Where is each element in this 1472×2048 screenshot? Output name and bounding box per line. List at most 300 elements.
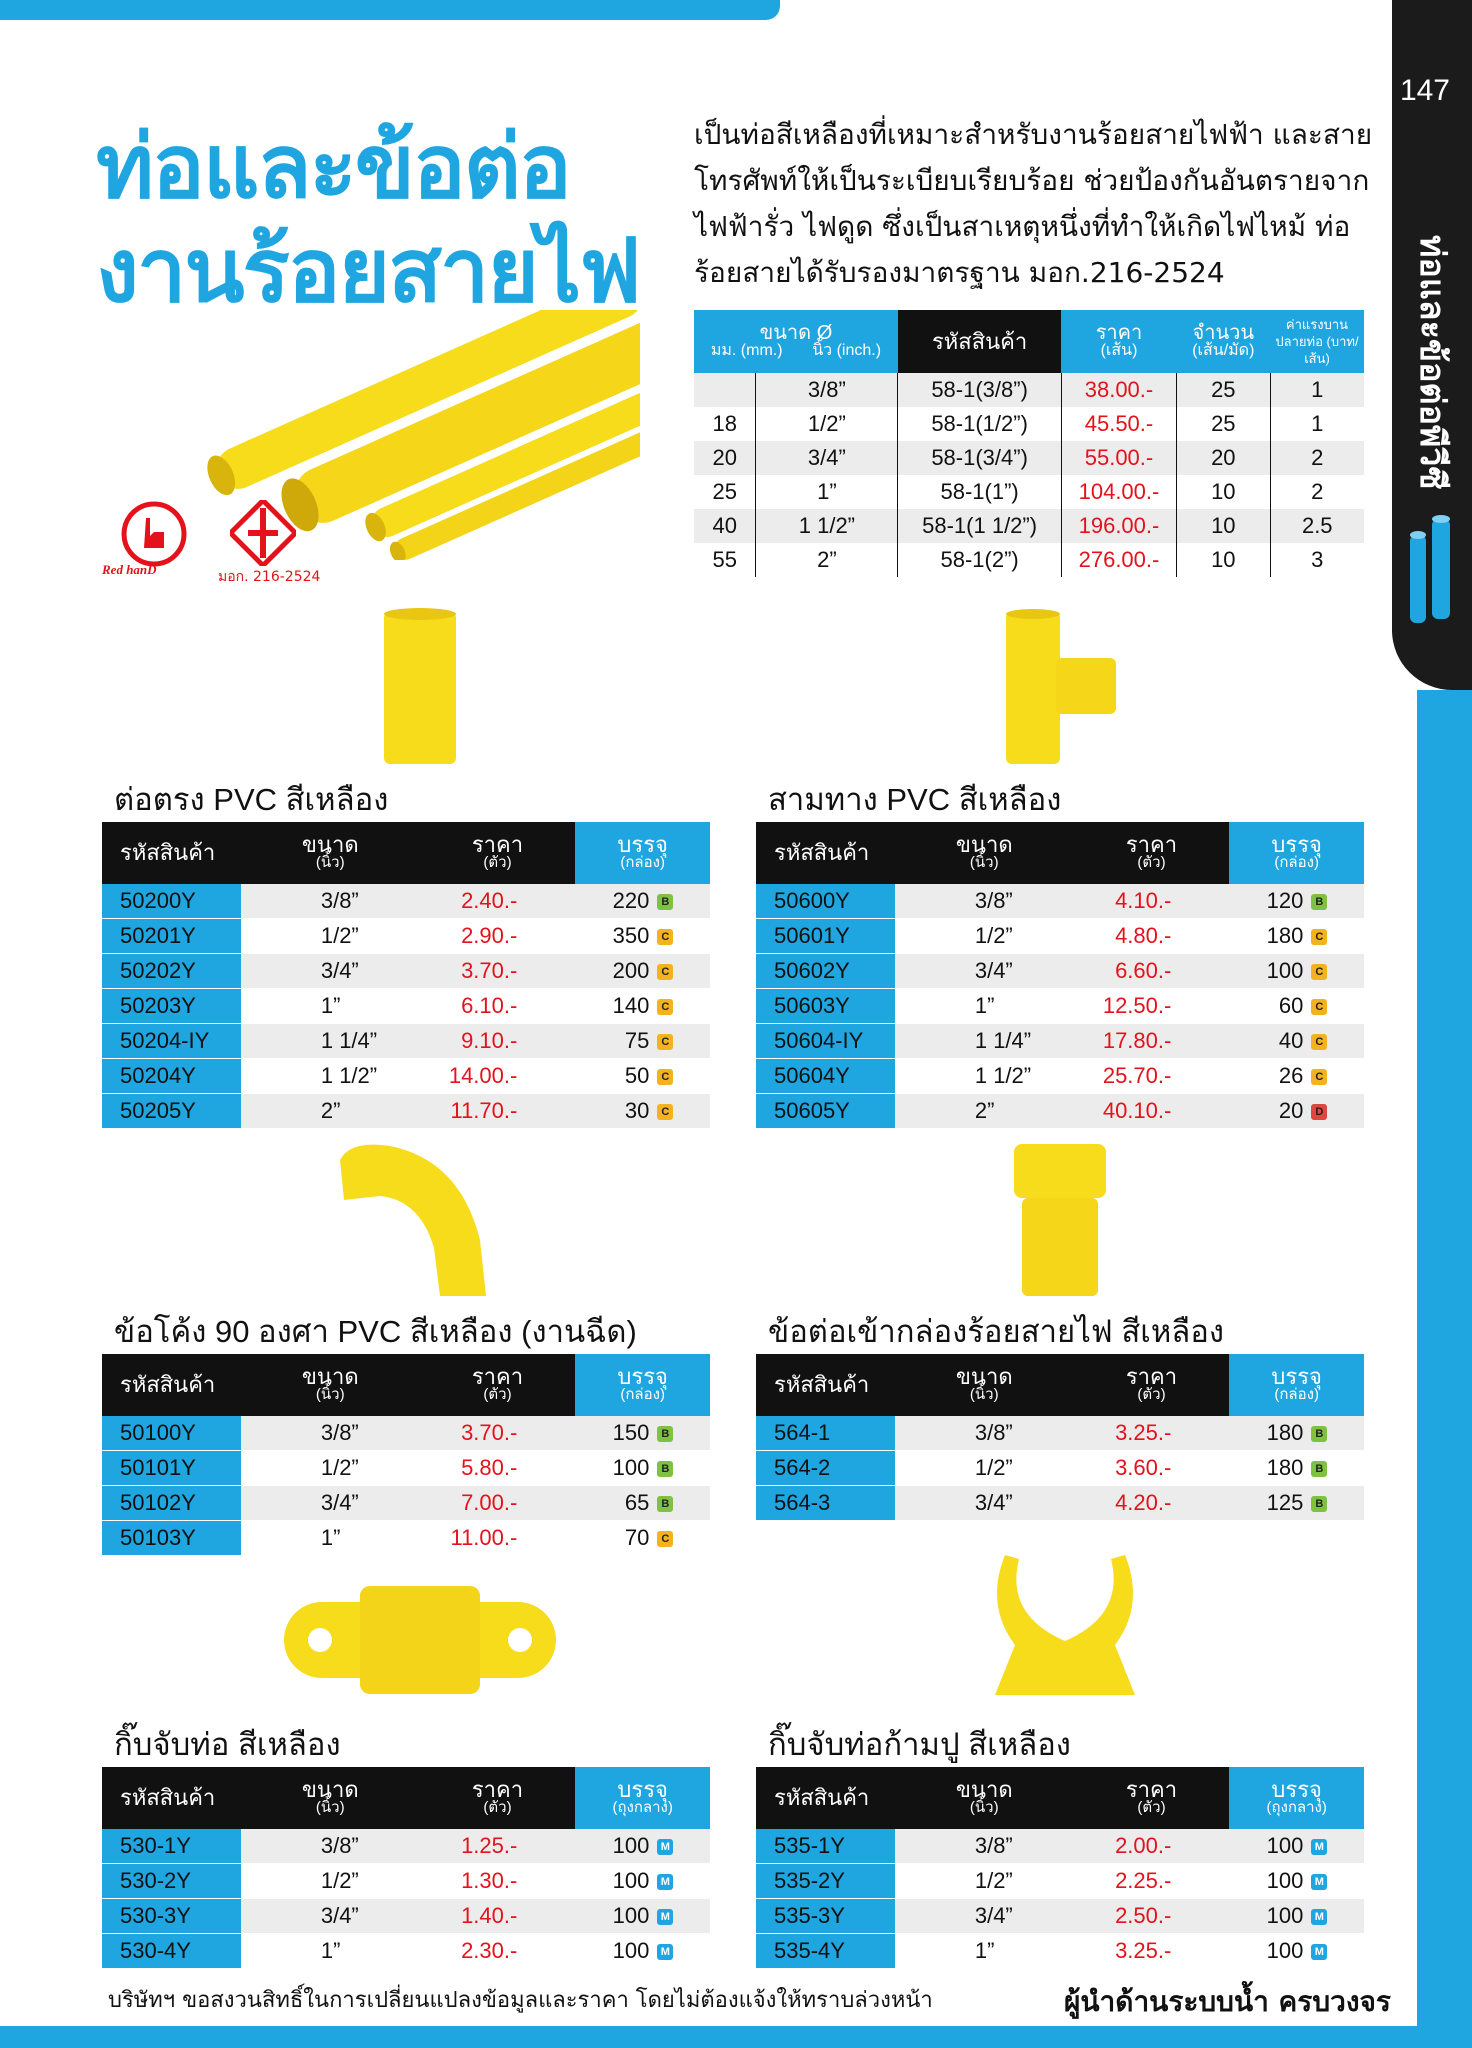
product-pack-qty: 125 xyxy=(1229,1486,1311,1521)
product-price: 1.30.- xyxy=(420,1864,576,1899)
product-pack-qty: 100 xyxy=(575,1451,657,1486)
table-row xyxy=(102,1451,710,1486)
spec-row xyxy=(694,543,1364,577)
product-code: 564-3 xyxy=(756,1486,895,1521)
product-price: 2.25.- xyxy=(1074,1864,1230,1899)
product-code: 50603Y xyxy=(756,989,895,1024)
spec-cell-inch: 2” xyxy=(756,543,898,577)
col-header-pack: บรรจุ (ถุงกลาง) xyxy=(575,1767,710,1829)
section-title: ต่อตรง PVC สีเหลือง xyxy=(114,782,389,817)
pack-size-badge xyxy=(657,1451,710,1486)
product-code: 530-3Y xyxy=(102,1899,241,1934)
col-header-pack: บรรจุ (กล่อง) xyxy=(575,1354,710,1416)
product-code: 530-2Y xyxy=(102,1864,241,1899)
pack-size-badge xyxy=(1311,1024,1364,1059)
product-code: 50604-IY xyxy=(756,1024,895,1059)
table-row xyxy=(102,1934,710,1969)
product-size: 3/8” xyxy=(895,1829,1074,1864)
product-code: 535-1Y xyxy=(756,1829,895,1864)
product-code: 50601Y xyxy=(756,919,895,954)
table-row xyxy=(756,1899,1364,1934)
product-size: 3/4” xyxy=(241,954,420,989)
spec-cell-pressure: 2 xyxy=(1311,479,1324,504)
col-header-code: รหัสสินค้า xyxy=(102,822,241,884)
page-title-line1: ท่อและข้อต่อ xyxy=(96,117,570,216)
table-row xyxy=(756,1416,1364,1451)
product-code: 50205Y xyxy=(102,1094,241,1129)
col-header-pressure: ค่าแรงบาน ปลายท่อ (บาท/เส้น) xyxy=(1270,310,1364,373)
table-row xyxy=(756,1934,1364,1969)
product-pack-qty: 100 xyxy=(1229,1934,1311,1969)
product-size: 3/8” xyxy=(241,1829,420,1864)
pack-size-icon: C xyxy=(657,929,673,945)
pack-size-badge xyxy=(657,884,710,919)
product-pack-qty: 50 xyxy=(575,1059,657,1094)
col-header-price: ราคา (ตัว) xyxy=(420,1354,576,1416)
product-pack-qty: 200 xyxy=(575,954,657,989)
col-header-price: ราคา (ตัว) xyxy=(1074,822,1230,884)
spec-cell-code: 58-1(1”) xyxy=(898,475,1062,509)
table-row xyxy=(102,1024,710,1059)
product-pack-qty: 100 xyxy=(575,1899,657,1934)
side-title: ท่อและข้อต่อพีวีซี xyxy=(1412,235,1452,490)
spec-cell-pressure: 2 xyxy=(1270,441,1364,475)
col-header-pack: บรรจุ (ถุงกลาง) xyxy=(1229,1767,1364,1829)
spec-cell-pressure: 3 xyxy=(1311,547,1324,572)
pack-size-icon: B xyxy=(1311,1461,1327,1477)
spec-cell-pressure: 1 xyxy=(1311,411,1324,436)
pack-size-badge xyxy=(1311,1899,1364,1934)
product-price: 3.70.- xyxy=(420,1416,576,1451)
pack-size-badge xyxy=(657,989,710,1024)
table-row xyxy=(756,884,1364,919)
pack-size-badge xyxy=(657,1934,710,1969)
product-pack-qty: 30 xyxy=(575,1094,657,1129)
col-header-pack: บรรจุ (กล่อง) xyxy=(1229,822,1364,884)
spec-cell-mm: 20 xyxy=(694,441,756,475)
col-header-size: ขนาด (นิ้ว) xyxy=(241,1767,420,1829)
col-header-size: ขนาด (นิ้ว) xyxy=(895,822,1074,884)
spec-row xyxy=(694,509,1364,543)
pack-size-icon: B xyxy=(657,894,673,910)
pack-size-icon: B xyxy=(657,1426,673,1442)
product-pack-qty: 60 xyxy=(1229,989,1311,1024)
product-pack-qty: 26 xyxy=(1229,1059,1311,1094)
pack-size-badge xyxy=(657,1521,710,1556)
product-pack-qty: 100 xyxy=(575,1864,657,1899)
bottom-accent-bar xyxy=(0,2028,1472,2048)
pack-size-badge xyxy=(1311,1416,1364,1451)
pack-size-icon: C xyxy=(657,964,673,980)
table-row xyxy=(102,954,710,989)
pack-size-icon: C xyxy=(657,1034,673,1050)
table-row xyxy=(756,1451,1364,1486)
product-table xyxy=(102,822,710,1129)
table-row xyxy=(102,1486,710,1521)
product-pack-qty: 40 xyxy=(1229,1024,1311,1059)
pack-size-badge xyxy=(657,954,710,989)
product-size: 3/4” xyxy=(241,1486,420,1521)
pack-size-badge xyxy=(657,1486,710,1521)
spec-cell-mm: 25 xyxy=(694,475,756,509)
product-pack-qty: 120 xyxy=(1229,884,1311,919)
pack-size-badge xyxy=(1311,1059,1364,1094)
product-price: 11.00.- xyxy=(420,1521,576,1556)
pack-size-icon: M xyxy=(1311,1839,1327,1855)
product-pack-qty: 100 xyxy=(575,1934,657,1969)
col-header-qty: จำนวน (เส้น/มัด) xyxy=(1177,310,1270,373)
table-row xyxy=(102,919,710,954)
col-header-code: รหัสสินค้า xyxy=(102,1354,241,1416)
disclaimer-text: บริษัทฯ ขอสงวนสิทธิ์ในการเปลี่ยนแปลงข้อมูลและราคา โดยไม่ต้องแจ้งให้ทราบล่วงหน้า xyxy=(108,1988,933,2013)
top-accent-bar xyxy=(0,0,780,20)
product-size: 2” xyxy=(241,1094,420,1129)
product-code: 50602Y xyxy=(756,954,895,989)
pack-size-icon: M xyxy=(1311,1944,1327,1960)
product-table xyxy=(102,1354,710,1556)
pack-size-icon: C xyxy=(657,1104,673,1120)
product-size: 3/8” xyxy=(895,1416,1074,1451)
spec-row xyxy=(694,407,1364,441)
spec-cell-code: 58-1(3/8”) xyxy=(898,373,1062,407)
product-price: 2.90.- xyxy=(420,919,576,954)
tee-fitting-image xyxy=(1000,608,1120,768)
product-code: 535-2Y xyxy=(756,1864,895,1899)
spec-cell-code: 58-1(3/4”) xyxy=(898,441,1062,475)
pack-size-icon: B xyxy=(657,1461,673,1477)
pack-size-badge xyxy=(657,1416,710,1451)
pack-size-icon: C xyxy=(1311,1069,1327,1085)
pack-size-badge xyxy=(1311,919,1364,954)
col-header-size: ขนาด (นิ้ว) xyxy=(241,1354,420,1416)
pack-size-badge xyxy=(1311,1864,1364,1899)
spec-cell-inch: 1 1/2” xyxy=(756,509,898,543)
product-size: 1/2” xyxy=(895,1864,1074,1899)
product-price: 3.25.- xyxy=(1074,1416,1230,1451)
page-title xyxy=(96,115,639,323)
section-title: กิ๊บจับท่อ สีเหลือง xyxy=(114,1727,341,1762)
pack-size-icon: M xyxy=(657,1909,673,1925)
box-connector-image xyxy=(1010,1140,1110,1300)
product-pack-qty: 140 xyxy=(575,989,657,1024)
pack-size-icon: B xyxy=(1311,894,1327,910)
product-code: 564-1 xyxy=(756,1416,895,1451)
col-header-size: ขนาด (นิ้ว) xyxy=(241,822,420,884)
product-code: 50100Y xyxy=(102,1416,241,1451)
product-pack-qty: 180 xyxy=(1229,1451,1311,1486)
pack-size-badge xyxy=(657,1829,710,1864)
product-code: 50200Y xyxy=(102,884,241,919)
product-code: 50204Y xyxy=(102,1059,241,1094)
product-pack-qty: 150 xyxy=(575,1416,657,1451)
product-table xyxy=(756,1767,1364,1969)
product-price: 25.70.- xyxy=(1074,1059,1230,1094)
spec-cell-price: 55.00.- xyxy=(1061,441,1176,475)
product-size: 3/4” xyxy=(895,954,1074,989)
product-size: 1/2” xyxy=(895,1451,1074,1486)
spec-cell-price: 196.00.- xyxy=(1061,509,1176,543)
product-price: 9.10.- xyxy=(420,1024,576,1059)
product-price: 4.20.- xyxy=(1074,1486,1230,1521)
product-size: 2” xyxy=(895,1094,1074,1129)
product-size: 1/2” xyxy=(241,919,420,954)
product-size: 1 1/2” xyxy=(895,1059,1074,1094)
product-price: 4.80.- xyxy=(1074,919,1230,954)
pack-size-icon: M xyxy=(657,1839,673,1855)
product-pack-qty: 65 xyxy=(575,1486,657,1521)
spec-cell-pressure: 2.5 xyxy=(1270,509,1364,543)
product-code: 535-4Y xyxy=(756,1934,895,1969)
product-price: 3.60.- xyxy=(1074,1451,1230,1486)
table-row xyxy=(756,1024,1364,1059)
product-price: 1.25.- xyxy=(420,1829,576,1864)
product-size: 1” xyxy=(895,1934,1074,1969)
col-header-size: ขนาด Ø มม. (mm.) นิ้ว (inch.) xyxy=(694,310,898,373)
spec-cell-qty: 10 xyxy=(1177,509,1270,543)
product-table xyxy=(756,822,1364,1129)
product-size: 3/4” xyxy=(895,1899,1074,1934)
spec-cell-qty: 25 xyxy=(1177,407,1270,441)
product-size: 3/8” xyxy=(895,884,1074,919)
table-row xyxy=(102,1094,710,1129)
clamp-clip-image xyxy=(975,1545,1155,1710)
product-price: 4.10.- xyxy=(1074,884,1230,919)
col-header-size: ขนาด (นิ้ว) xyxy=(895,1767,1074,1829)
product-price: 11.70.- xyxy=(420,1094,576,1129)
table-row xyxy=(102,1864,710,1899)
intro-paragraph: เป็นท่อสีเหลืองที่เหมาะสำหรับงานร้อยสายไฟฟ้า และสายโทรศัพท์ให้เป็นระเบียบเรียบร้อย ช่วยป้องกันอันตรายจากไฟฟ้ารั่ว ไฟดูด ซึ่งเป็นสาเหตุหนึ่งที่ทำให้เกิดไฟไหม้ ท่อร้อยสายได้รับรองมาตรฐาน มอก.216-2524 xyxy=(694,118,1373,289)
spec-cell-mm: 55 xyxy=(694,543,756,577)
product-size: 1 1/4” xyxy=(895,1024,1074,1059)
spec-row xyxy=(694,373,1364,407)
spec-cell-inch: 1” xyxy=(756,475,898,509)
product-size: 1” xyxy=(241,1934,420,1969)
product-size: 1” xyxy=(241,989,420,1024)
product-pack-qty: 100 xyxy=(575,1829,657,1864)
pack-size-badge xyxy=(1311,1486,1364,1521)
pack-size-badge xyxy=(657,1024,710,1059)
product-price: 2.40.- xyxy=(420,884,576,919)
product-price: 6.60.- xyxy=(1074,954,1230,989)
product-table xyxy=(756,1354,1364,1521)
product-price: 3.25.- xyxy=(1074,1934,1230,1969)
spec-cell-code: 58-1(1/2”) xyxy=(898,407,1062,441)
product-size: 3/8” xyxy=(241,884,420,919)
spec-cell-inch: 3/4” xyxy=(756,441,898,475)
product-price: 3.70.- xyxy=(420,954,576,989)
product-price: 2.50.- xyxy=(1074,1899,1230,1934)
product-price: 40.10.- xyxy=(1074,1094,1230,1129)
spec-cell-code: 58-1(1 1/2”) xyxy=(898,509,1062,543)
col-header-price: ราคา (ตัว) xyxy=(1074,1354,1230,1416)
product-pack-qty: 180 xyxy=(1229,1416,1311,1451)
spec-cell-mm xyxy=(694,373,756,407)
pack-size-icon: M xyxy=(657,1944,673,1960)
table-row xyxy=(756,1864,1364,1899)
product-code: 530-4Y xyxy=(102,1934,241,1969)
pipes-icon xyxy=(1408,515,1454,625)
product-code: 50102Y xyxy=(102,1486,241,1521)
table-row xyxy=(756,989,1364,1024)
pack-size-icon: M xyxy=(1311,1909,1327,1925)
product-size: 1” xyxy=(895,989,1074,1024)
table-row xyxy=(756,1829,1364,1864)
col-header-pack: บรรจุ (กล่อง) xyxy=(1229,1354,1364,1416)
product-code: 50201Y xyxy=(102,919,241,954)
pack-size-badge xyxy=(657,1094,710,1129)
product-size: 3/8” xyxy=(241,1416,420,1451)
pack-size-badge xyxy=(1311,1094,1364,1129)
section-title: กิ๊บจับท่อก้ามปู สีเหลือง xyxy=(768,1727,1071,1762)
product-size: 1/2” xyxy=(895,919,1074,954)
pack-size-badge xyxy=(657,1899,710,1934)
product-code: 50202Y xyxy=(102,954,241,989)
col-header-pack: บรรจุ (กล่อง) xyxy=(575,822,710,884)
product-pack-qty: 20 xyxy=(1229,1094,1311,1129)
table-row xyxy=(102,1059,710,1094)
product-pack-qty: 100 xyxy=(1229,1899,1311,1934)
table-row xyxy=(756,1486,1364,1521)
spec-cell-inch: 3/8” xyxy=(756,373,898,407)
spec-cell-code: 58-1(2”) xyxy=(898,543,1062,577)
product-pack-qty: 220 xyxy=(575,884,657,919)
col-header-size: ขนาด (นิ้ว) xyxy=(895,1354,1074,1416)
section-title: ข้อต่อเข้ากล่องร้อยสายไฟ สีเหลือง xyxy=(768,1314,1225,1349)
pack-size-badge xyxy=(1311,1934,1364,1969)
pack-size-icon: M xyxy=(657,1874,673,1890)
product-price: 1.40.- xyxy=(420,1899,576,1934)
table-row xyxy=(756,919,1364,954)
product-price: 12.50.- xyxy=(1074,989,1230,1024)
product-table xyxy=(102,1767,710,1969)
pack-size-icon: C xyxy=(1311,929,1327,945)
product-size: 1 1/4” xyxy=(241,1024,420,1059)
pack-size-icon: D xyxy=(1311,1104,1327,1120)
table-row xyxy=(756,1059,1364,1094)
product-pack-qty: 180 xyxy=(1229,919,1311,954)
table-row xyxy=(756,954,1364,989)
elbow-fitting-image xyxy=(330,1140,510,1300)
product-price: 5.80.- xyxy=(420,1451,576,1486)
col-header-code: รหัสสินค้า xyxy=(756,1354,895,1416)
table-row xyxy=(102,1416,710,1451)
col-header-price: ราคา (เส้น) xyxy=(1061,310,1176,373)
product-size: 1 1/2” xyxy=(241,1059,420,1094)
pack-size-badge xyxy=(657,919,710,954)
spec-cell-price: 276.00.- xyxy=(1061,543,1176,577)
col-header-code: รหัสสินค้า xyxy=(756,1767,895,1829)
col-header-code: รหัสสินค้า xyxy=(756,822,895,884)
col-header-price: ราคา (ตัว) xyxy=(420,1767,576,1829)
pack-size-badge xyxy=(1311,989,1364,1024)
product-price: 6.10.- xyxy=(420,989,576,1024)
spec-cell-qty: 20 xyxy=(1177,441,1270,475)
product-pack-qty: 75 xyxy=(575,1024,657,1059)
spec-cell-qty: 10 xyxy=(1177,543,1270,577)
pack-size-icon: C xyxy=(657,999,673,1015)
col-header-code: รหัสสินค้า xyxy=(898,310,1062,373)
spec-cell-inch: 1/2” xyxy=(756,407,898,441)
product-size: 1” xyxy=(241,1521,420,1556)
tis-label: มอก. 216-2524 xyxy=(218,569,321,585)
product-code: 50600Y xyxy=(756,884,895,919)
spec-cell-price: 38.00.- xyxy=(1061,373,1176,407)
spec-cell-qty: 10 xyxy=(1177,475,1270,509)
tis-standard-logo xyxy=(230,500,296,566)
product-code: 530-1Y xyxy=(102,1829,241,1864)
product-price: 17.80.- xyxy=(1074,1024,1230,1059)
pack-size-icon: C xyxy=(657,1069,673,1085)
section-title: ข้อโค้ง 90 องศา PVC สีเหลือง (งานฉีด) xyxy=(114,1314,637,1349)
product-code: 535-3Y xyxy=(756,1899,895,1934)
pipe-clip-image xyxy=(280,1580,560,1700)
product-pack-qty: 100 xyxy=(1229,954,1311,989)
product-size: 3/4” xyxy=(895,1486,1074,1521)
page-title-line2: งานร้อยสายไฟ xyxy=(96,221,640,320)
pack-size-badge xyxy=(1311,884,1364,919)
straight-coupling-image xyxy=(380,608,460,768)
table-row xyxy=(102,989,710,1024)
pack-size-icon: C xyxy=(657,1531,673,1547)
table-row xyxy=(102,884,710,919)
product-size: 3/4” xyxy=(241,1899,420,1934)
red-hand-brand: Red hanD xyxy=(102,562,157,577)
spec-row xyxy=(694,475,1364,509)
pack-size-badge xyxy=(1311,1451,1364,1486)
product-pack-qty: 350 xyxy=(575,919,657,954)
product-pack-qty: 100 xyxy=(1229,1829,1311,1864)
pack-size-icon: B xyxy=(1311,1496,1327,1512)
spec-cell-qty: 25 xyxy=(1177,373,1270,407)
product-size: 1/2” xyxy=(241,1451,420,1486)
section-title: สามทาง PVC สีเหลือง xyxy=(768,782,1062,817)
col-header-price: ราคา (ตัว) xyxy=(420,822,576,884)
spec-row xyxy=(694,441,1364,475)
table-row xyxy=(102,1899,710,1934)
pack-size-badge xyxy=(657,1059,710,1094)
pack-size-icon: B xyxy=(1311,1426,1327,1442)
pipe-spec-table xyxy=(694,310,1364,577)
spec-cell-mm: 40 xyxy=(694,509,756,543)
pack-size-badge xyxy=(1311,954,1364,989)
pack-size-icon: C xyxy=(1311,1034,1327,1050)
product-pack-qty: 70 xyxy=(575,1521,657,1556)
pack-size-icon: C xyxy=(1311,999,1327,1015)
pack-size-icon: C xyxy=(1311,964,1327,980)
pack-size-badge xyxy=(657,1864,710,1899)
product-price: 14.00.- xyxy=(420,1059,576,1094)
col-header-code: รหัสสินค้า xyxy=(102,1767,241,1829)
slogan-text: ผู้นำด้านระบบน้ำ ครบวงจร xyxy=(1064,1985,1391,2018)
product-code: 564-2 xyxy=(756,1451,895,1486)
product-pack-qty: 100 xyxy=(1229,1864,1311,1899)
table-row xyxy=(102,1521,710,1556)
product-price: 2.30.- xyxy=(420,1934,576,1969)
page-number: 147 xyxy=(1399,74,1450,107)
product-code: 50203Y xyxy=(102,989,241,1024)
product-code: 50604Y xyxy=(756,1059,895,1094)
table-row xyxy=(756,1094,1364,1129)
pack-size-icon: B xyxy=(657,1496,673,1512)
spec-cell-pressure: 1 xyxy=(1270,373,1364,407)
pack-size-icon: M xyxy=(1311,1874,1327,1890)
side-accent-strip xyxy=(1417,690,1472,2048)
product-size: 1/2” xyxy=(241,1864,420,1899)
spec-cell-mm: 18 xyxy=(694,407,756,441)
product-code: 50204-IY xyxy=(102,1024,241,1059)
table-row xyxy=(102,1829,710,1864)
spec-cell-price: 45.50.- xyxy=(1061,407,1176,441)
